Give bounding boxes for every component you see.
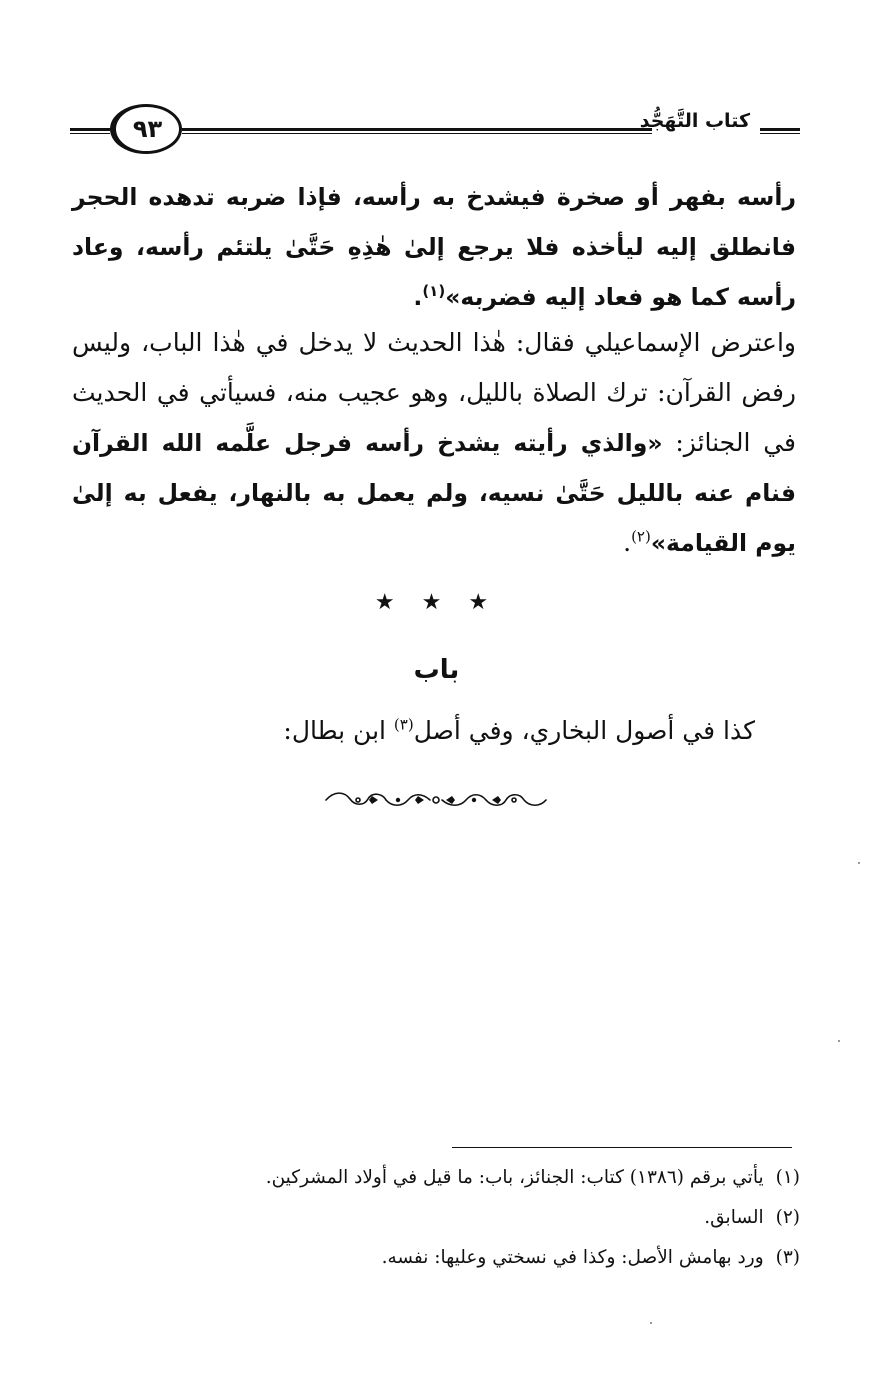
chapter-note-text: كذا في أصول البخاري، وفي أصل <box>413 716 755 745</box>
footnote-text: يأتي برقم (١٣٨٦) كتاب: الجنائز، باب: ما قيل في أولاد المشركين. <box>265 1167 764 1188</box>
chapter-note <box>200 706 755 756</box>
paragraph-end: . <box>623 528 632 557</box>
page-number: ٩٣ <box>132 115 163 143</box>
header-rule <box>70 128 110 134</box>
section-separator: ★ ★ ★ <box>374 590 499 615</box>
footnote-separator <box>452 1147 792 1148</box>
hadith-quote: «والذي رأيته يشدخ رأسه فرجل علَّمه الله القرآن فنام عنه بالليل حَتَّىٰ نسيه، ولم يعمل به بالنهار، يفعل به إلىٰ يوم القيامة» <box>72 429 796 557</box>
scan-speck <box>838 1040 840 1042</box>
chapter-note-text: ابن بطال: <box>283 716 394 745</box>
footnote-ref[interactable]: (٣) <box>393 715 414 734</box>
footnote-ref[interactable]: (٢) <box>631 527 651 546</box>
footnote-ref[interactable]: (١) <box>422 282 446 301</box>
chapter-heading: باب <box>413 655 460 685</box>
paragraph-text: رأسه بفهر أو صخرة فيشدخ به رأسه، فإذا ضربه تدهده الحجر فانطلق إليه ليأخذه فلا يرجع إلىٰ هٰذِهِ حَتَّىٰ يلتئم رأسه، وعاد رأسه كما هو فعاد إليه فضربه» <box>72 183 796 311</box>
scan-speck <box>858 862 860 864</box>
paragraph-commentary <box>72 318 796 568</box>
footnote-item <box>120 1238 800 1278</box>
running-header <box>70 100 800 162</box>
scan-speck <box>650 1322 652 1324</box>
book-title: كتاب التَّهَجُّدِ <box>639 110 750 132</box>
footnote-text: السابق. <box>704 1207 764 1228</box>
header-rule <box>760 128 800 134</box>
paragraph-text: واعترض الإسماعيلي فقال: هٰذا الحديث لا يدخل في هٰذا الباب، وليس رفض القرآن: ترك الصلاة بالليل، وهو عجيب منه، فسيأتي في الحديث في الجنائز: <box>72 328 797 457</box>
footnote-number: (١) <box>775 1167 800 1188</box>
footnote-number: (٣) <box>775 1247 800 1268</box>
floral-divider-icon <box>322 787 550 813</box>
footnote-number: (٢) <box>775 1207 800 1228</box>
paragraph-continuation <box>72 172 796 322</box>
header-rule <box>182 128 652 134</box>
footnotes <box>120 1158 800 1278</box>
footnote-text: ورد بهامش الأصل: وكذا في نسختي وعليها: نفسه. <box>381 1247 764 1268</box>
footnote-item <box>120 1158 800 1198</box>
footnote-item <box>120 1198 800 1238</box>
page-number-badge <box>110 104 182 154</box>
paragraph-end: . <box>413 283 423 311</box>
